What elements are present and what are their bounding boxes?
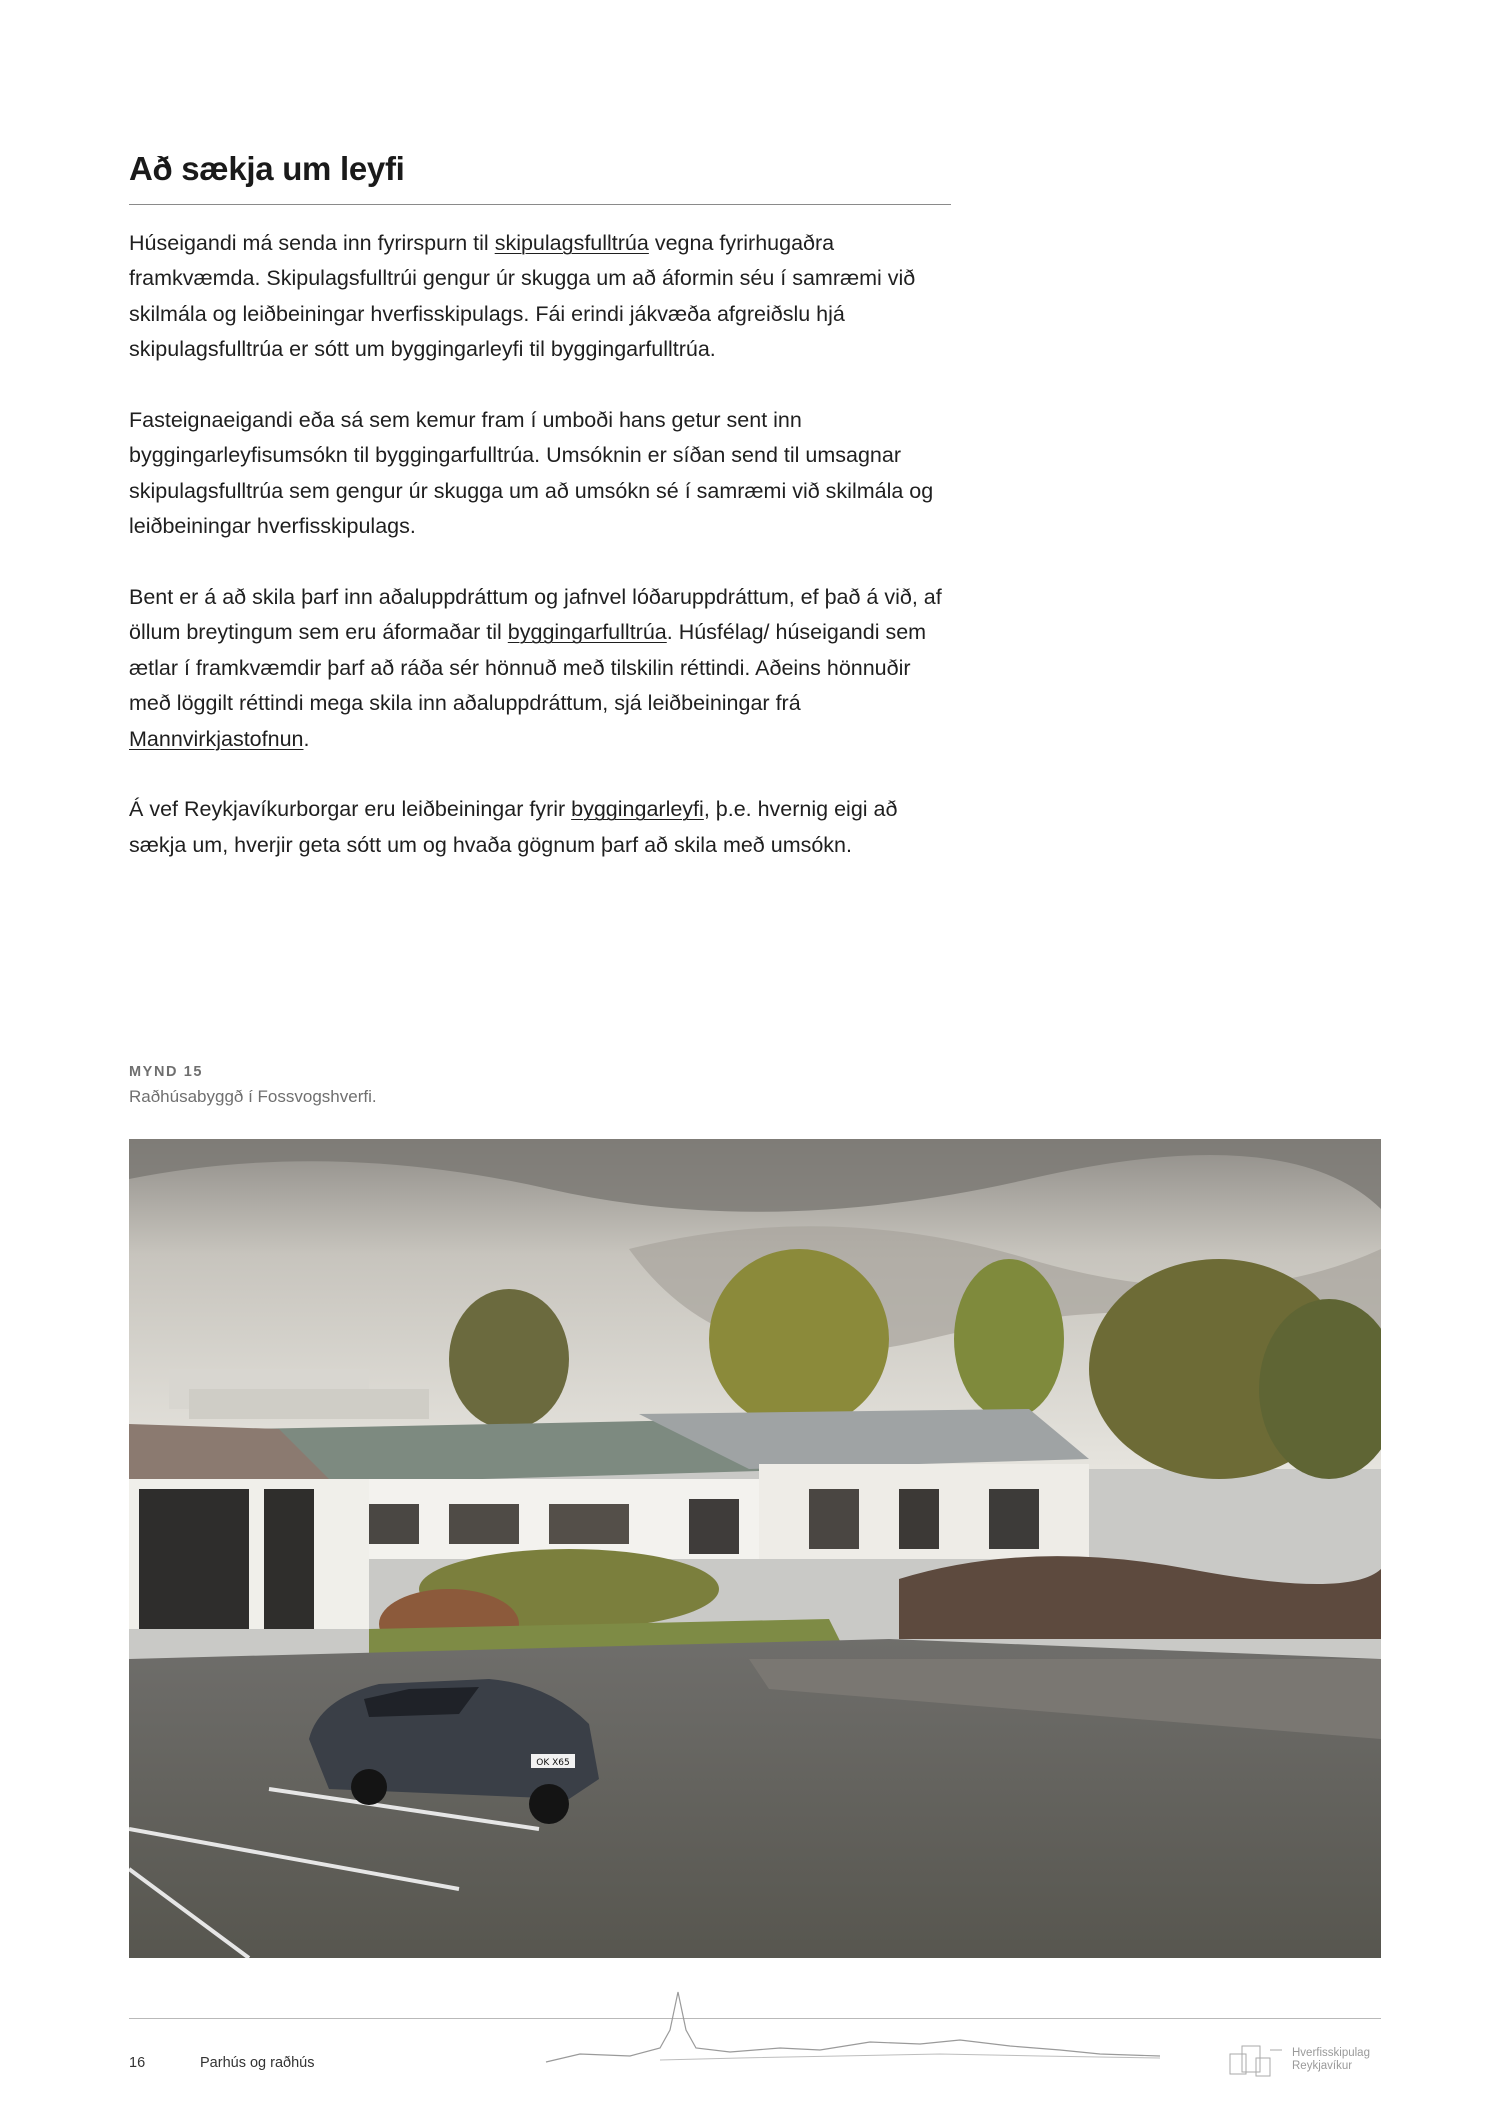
heading-block	[129, 146, 951, 205]
skyline-illustration	[540, 1990, 1180, 2070]
text-span: Á vef Reykjavíkurborgar eru leiðbeiningar fyrir	[129, 797, 572, 822]
section-name: Parhús og raðhús	[200, 2055, 315, 2071]
paragraph-4	[129, 792, 951, 863]
car-wheel	[351, 1769, 387, 1805]
paragraph-2	[129, 403, 951, 545]
logo-line-1: Hverfisskipulag	[1292, 2047, 1370, 2059]
window	[809, 1489, 859, 1549]
garage-opening	[139, 1489, 249, 1629]
tree	[709, 1249, 889, 1429]
text-span: . Húsfélag/ húseigandi sem ætlar í framkvæmdir þarf að ráða sér hönnuð með tilskilin réttindi. Aðeins hönnuðir með löggilt réttindi mega skila inn aðaluppdráttum, sjá leiðbeiningar frá	[129, 620, 927, 716]
tree	[449, 1289, 569, 1429]
garage-door	[989, 1489, 1039, 1549]
paragraph-1	[129, 226, 951, 368]
garage-opening	[264, 1489, 314, 1629]
logo-line-2: Reykjavíkur	[1292, 2060, 1353, 2072]
logo-text	[1292, 2047, 1370, 2073]
link-byggingarfulltrua[interactable]: byggingarfulltrúa	[507, 620, 667, 645]
text-span: , þ.e. hvernig eigi að sækja um, hverjir geta sótt um og hvaða gögnum þarf að skila með umsókn.	[129, 797, 898, 857]
neighborhood-photo	[129, 1139, 1381, 1958]
figure-caption: Raðhúsabyggð í Fossvogshverfi.	[129, 1087, 377, 1106]
garage-door	[689, 1499, 739, 1554]
link-mannvirkjastofnun[interactable]: Mannvirkjastofnun	[129, 726, 304, 751]
heading-divider	[129, 204, 951, 205]
link-skipulagsfulltrua[interactable]: skipulagsfulltrúa	[494, 231, 649, 255]
door	[899, 1489, 939, 1549]
paragraph-3	[129, 580, 951, 757]
page-number: 16	[129, 2055, 146, 2071]
car-wheel	[529, 1784, 569, 1824]
logo-icon	[1226, 2040, 1286, 2080]
body-text	[129, 226, 951, 899]
hedge	[899, 1556, 1381, 1639]
text-span: Húseigandi má senda inn fyrirspurn til	[129, 231, 495, 255]
figure-label: MYND 15	[129, 1064, 204, 1080]
window	[549, 1504, 629, 1544]
link-byggingarleyfi[interactable]: byggingarleyfi	[571, 797, 704, 822]
text-span: Bent er á að skila þarf inn aðaluppdráttum og jafnvel lóðaruppdráttum, ef það á við, af öllum breytingum sem eru áformaðar til	[129, 585, 942, 645]
text-span: .	[303, 726, 310, 751]
text-span: Fasteignaeigandi eða sá sem kemur fram í umboði hans getur sent inn byggingarleyfisumsókn til byggingarfulltrúa. Umsóknin er síðan send til umsagnar skipulagsfulltrúa sem gengur úr skugga um að umsókn sé í samræmi við skilmála og leiðbeiningar hverfisskipulags.	[129, 408, 934, 539]
logo	[1226, 2040, 1370, 2080]
text-span: vegna fyrirhugaðra framkvæmda. Skipulagsfulltrúi gengur úr skugga um að áformin séu í samræmi við skilmála og leiðbeiningar hverfisskipulags. Fái erindi jákvæða afgreiðslu hjá skipulagsfulltrúa er sótt um byggingarleyfi til byggingarfulltrúa.	[129, 231, 916, 362]
tree	[954, 1259, 1064, 1419]
page-title: Að sækja um leyfi	[129, 150, 405, 187]
photo-illustration	[129, 1139, 1381, 1958]
window	[449, 1504, 519, 1544]
distant-building	[189, 1389, 429, 1419]
license-plate-text: OK X65	[536, 1758, 570, 1768]
